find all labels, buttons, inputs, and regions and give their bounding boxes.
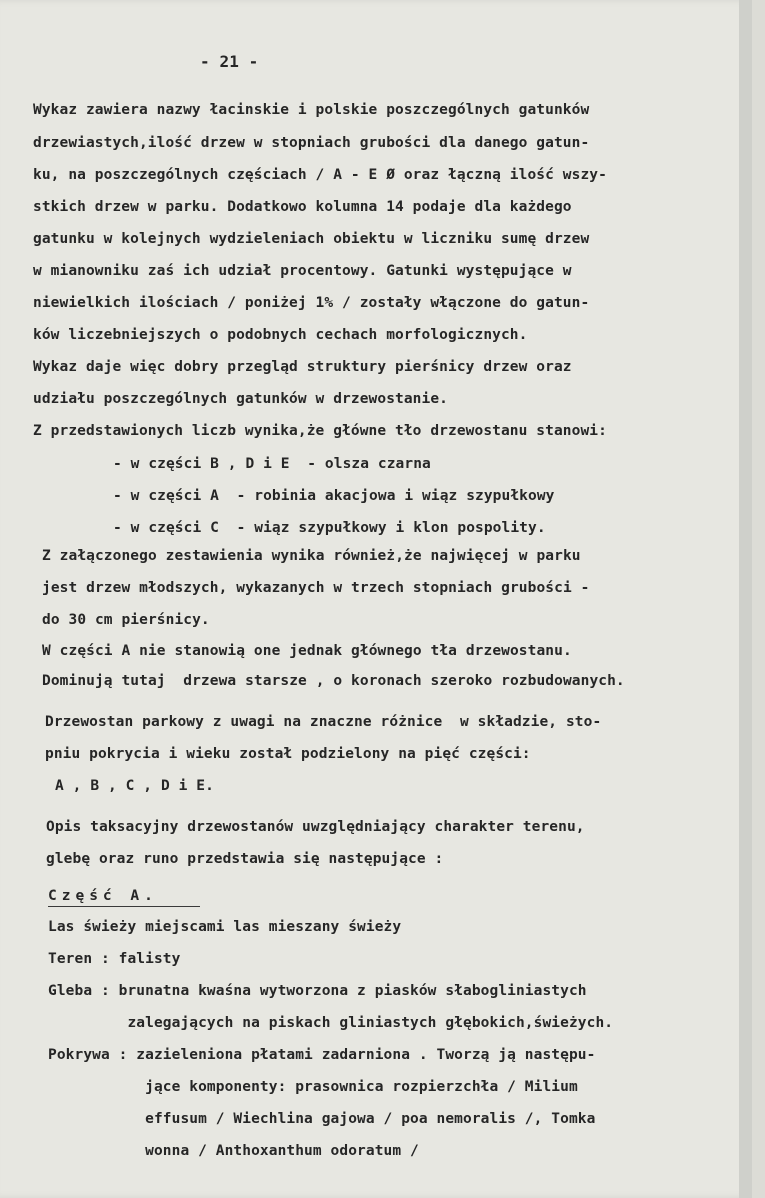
section-heading-underline [48, 906, 200, 907]
description-line: glebę oraz runo przedstawia się następujące : [46, 851, 444, 867]
intro-line: Wykaz zawiera nazwy łacinskie i polskie poszczególnych gatunków [33, 102, 590, 118]
summary-line: jest drzew młodszych, wykazanych w trzech stopniach grubości - [42, 580, 590, 596]
summary-line: Dominują tutaj drzewa starsze , o koronach szeroko rozbudowanych. [42, 673, 625, 689]
intro-line: udziału poszczególnych gatunków w drzewostanie. [33, 391, 448, 407]
description-line: Opis taksacyjny drzewostanów uwzględniający charakter terenu, [46, 819, 585, 835]
summary-line: Z załączonego zestawienia wynika również,że najwięcej w parku [42, 548, 581, 564]
intro-line: niewielkich ilościach / poniżej 1% / zostały włączone do gatun- [33, 295, 590, 311]
intro-line: stkich drzew w parku. Dodatkowo kolumna 14 podaje dla każdego [33, 199, 572, 215]
section-line: effusum / Wiechlina gajowa / poa nemoralis /, Tomka [48, 1111, 596, 1127]
division-line: Drzewostan parkowy z uwagi na znaczne różnice w składzie, sto- [45, 714, 602, 730]
section-line: jące komponenty: prasownica rozpierzchła / Milium [48, 1079, 578, 1095]
intro-line: Wykaz daje więc dobry przegląd struktury pierśnicy drzew oraz [33, 359, 572, 375]
section-line: Gleba : brunatna kwaśna wytworzona z piasków słabogliniastych [48, 983, 587, 999]
parts-list-item: - w części A - robinia akacjowa i wiąz szypułkowy [113, 488, 555, 504]
summary-line: do 30 cm pierśnicy. [42, 612, 210, 628]
intro-line: Z przedstawionych liczb wynika,że główne tło drzewostanu stanowi: [33, 423, 607, 439]
section-line: Teren : falisty [48, 951, 181, 967]
section-line: wonna / Anthoxanthum odoratum / [48, 1143, 419, 1159]
summary-line: W części A nie stanowią one jednak głównego tła drzewostanu. [42, 643, 572, 659]
section-line: Las świeży miejscami las mieszany świeży [48, 919, 402, 935]
page-edge [739, 0, 752, 1198]
page-number: - 21 - [200, 52, 259, 71]
section-heading: Część A. [48, 888, 158, 904]
division-line: pniu pokrycia i wieku został podzielony na pięć części: [45, 746, 531, 762]
section-line: Pokrywa : zazieleniona płatami zadarniona . Tworzą ją następu- [48, 1047, 596, 1063]
intro-line: gatunku w kolejnych wydzieleniach obiektu w liczniku sumę drzew [33, 231, 590, 247]
section-line: zalegających na piskach gliniastych głębokich,świeżych. [48, 1015, 614, 1031]
intro-line: drzewiastych,ilość drzew w stopniach grubości dla danego gatun- [33, 135, 590, 151]
parts-list-item: - w części B , D i E - olsza czarna [113, 456, 431, 472]
intro-line: w mianowniku zaś ich udział procentowy. Gatunki występujące w [33, 263, 572, 279]
parts-list-item: - w części C - wiąz szypułkowy i klon pospolity. [113, 520, 546, 536]
division-line: A , B , C , D i E. [55, 778, 214, 794]
intro-line: ków liczebniejszych o podobnych cechach morfologicznych. [33, 327, 528, 343]
intro-line: ku, na poszczególnych częściach / A - E Ø oraz łączną ilość wszy- [33, 167, 607, 183]
